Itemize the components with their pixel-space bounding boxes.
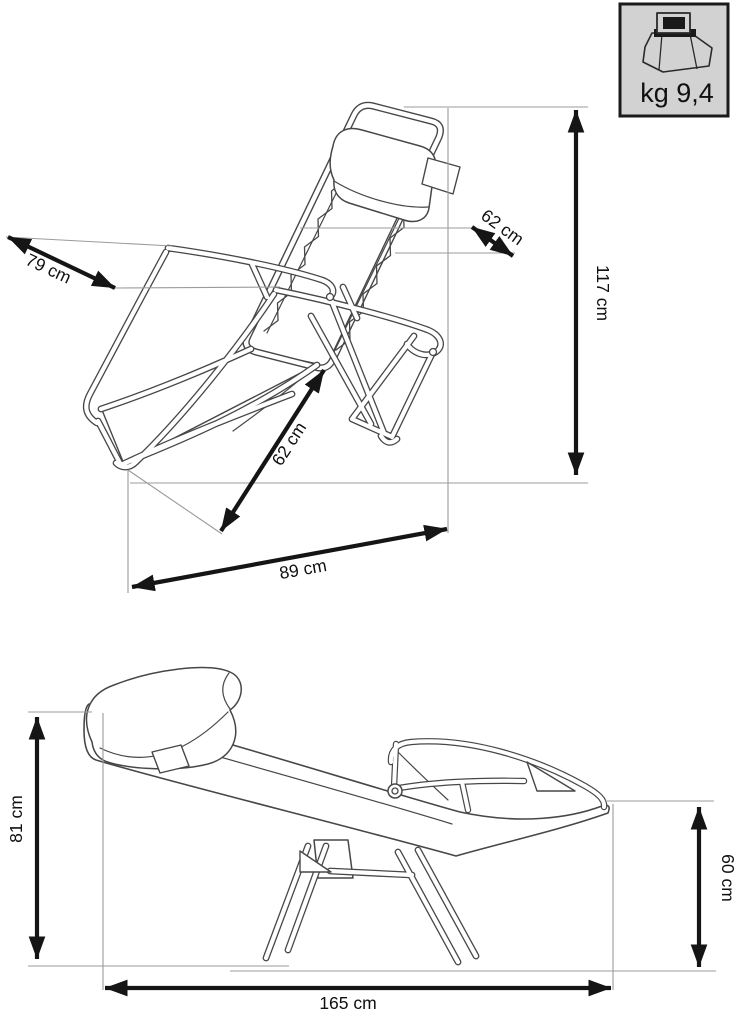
weight-badge-label: kg 9,4 <box>640 78 714 108</box>
extension-lines <box>6 107 716 990</box>
dimension-arrows <box>8 110 699 988</box>
dim-label-head-height: 81 cm <box>6 795 26 843</box>
dim-label-overall-height: 117 cm <box>593 264 613 322</box>
armrest-hinge <box>430 349 437 356</box>
recline-knob <box>388 784 402 798</box>
dimension-labels <box>6 205 738 1013</box>
dim-label-armrest-span: 79 cm <box>22 249 75 288</box>
dim-label-footrest-height: 60 cm <box>718 854 738 902</box>
weight-badge <box>620 4 728 116</box>
armrest-hinge <box>327 294 334 301</box>
dim-label-overall-length: 165 cm <box>319 993 377 1013</box>
perspective-view-drawing <box>86 105 460 470</box>
side-view-drawing <box>84 668 609 962</box>
dim-label-backrest-width: 62 cm <box>477 205 528 250</box>
leg-tubes <box>266 846 476 962</box>
dim-label-seat-diagonal: 62 cm <box>267 418 311 470</box>
dim-label-base-depth: 89 cm <box>277 555 329 584</box>
